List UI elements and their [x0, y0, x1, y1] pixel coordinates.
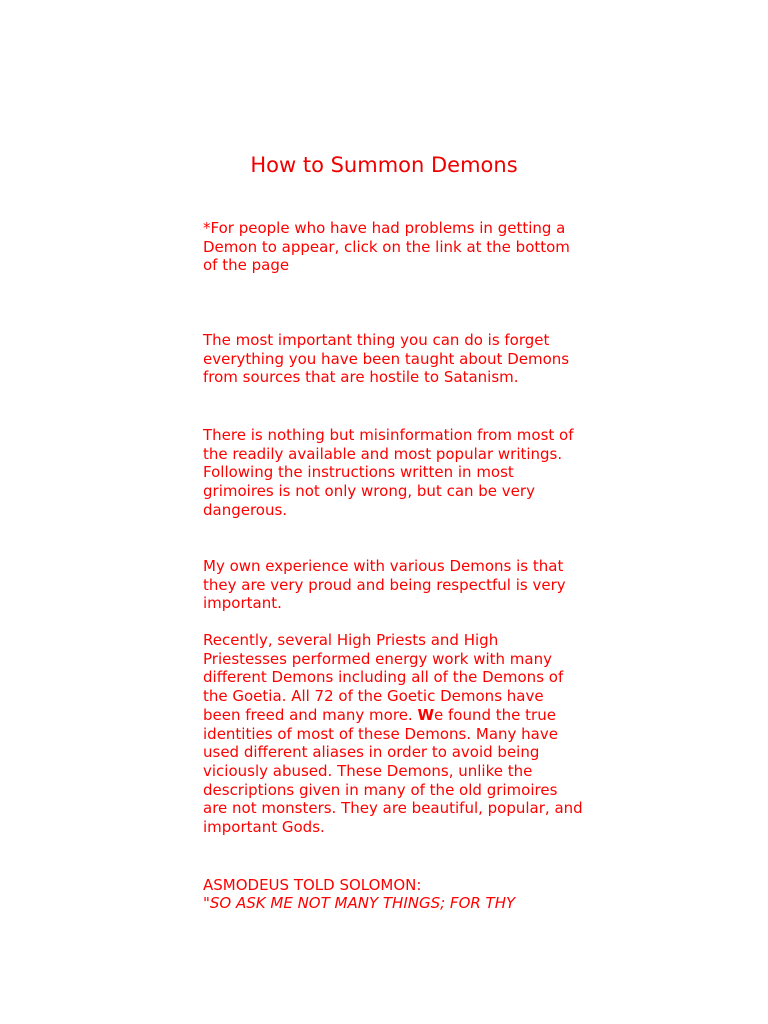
page-title: How to Summon Demons — [250, 153, 518, 177]
paragraph-4 — [203, 631, 583, 837]
paragraph-3: My own experience with various Demons is that they are very proud and being respectful is very important. — [203, 557, 566, 613]
paragraph-2: There is nothing but misinformation from most of the readily available and most popular writings. Following the instructions written in most grimoires is not only wrong, but can be very dangerous. — [203, 426, 574, 519]
quote-line: "SO ASK ME NOT MANY THINGS; FOR THY — [203, 894, 516, 912]
paragraph-1: The most important thing you can do is forget everything you have been taught about Demons from sources that are hostile to Satanism. — [203, 331, 570, 387]
quote-heading: ASMODEUS TOLD SOLOMON: — [203, 876, 422, 894]
paragraph-4-bold-letter: W — [417, 705, 434, 724]
intro-note: *For people who have had problems in getting a Demon to appear, click on the link at the bottom of the page — [203, 219, 570, 275]
paragraph-4-part-2: e found the true identities of most of these Demons. Many have used different aliases in order to avoid being viciously abused. These Demons, unlike the descriptions given in many of the old grimoires are not monsters. They are beautiful, popular, and important Gods. — [203, 705, 583, 837]
paragraph-4-part-1: Recently, several High Priests and High Priestesses performed energy work with many different Demons including all of the Demons of the Goetia. All 72 of the Goetic Demons have been freed and many more. — [203, 631, 564, 724]
